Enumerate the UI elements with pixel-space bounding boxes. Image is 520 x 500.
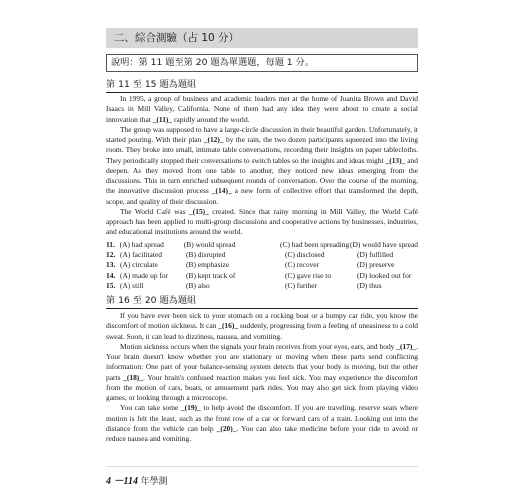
option-row (106, 271, 418, 281)
passage-text: rapidly around the world. (172, 114, 250, 124)
option-a: (A) made up for (120, 270, 169, 280)
option-d: (D) thus (357, 280, 382, 290)
answer-blank: _(18)_ (123, 372, 144, 382)
question-number: 14. (106, 270, 116, 280)
footer-divider (106, 466, 418, 467)
option-d: (D) fulfilled (357, 250, 394, 260)
option-row (106, 240, 418, 250)
option-b: (B) kept track of (186, 270, 236, 280)
option-b: (B) also (186, 280, 210, 290)
instructions-box: 說明：第 11 題至第 20 題為單選題，每題 1 分。 (106, 54, 418, 72)
passage-paragraph (106, 125, 418, 207)
passage-paragraph (106, 207, 418, 238)
option-c: (C) recover (285, 260, 320, 270)
option-d: (D) would have spread (350, 240, 418, 249)
passage-text: created. Since that rainy morning in Mill Valley, the World Café approach has been applied to multi-group discussions and cooperative actions by businesses, industries, and educational institutions around the world. (106, 206, 418, 237)
question-number: 13. (106, 260, 116, 270)
answer-blank: _(11)_ (152, 114, 173, 124)
option-row (106, 260, 418, 270)
passage-text: suddenly, progressing from a feeling of uneasiness to a cold sweat. Soon, it can lead to dizziness, nausea, and vomiting. (106, 321, 418, 341)
option-a: (A) still (120, 280, 144, 290)
passage-text: by the rain, the two dozen participants squeezed into the living room. They broke into small, intimate table conversations, recording their insights on paper tablecloths. They periodically stopped their conversations to switch tables so the insights and ideas might (106, 135, 418, 165)
answer-blank: _(16)_ (218, 321, 239, 331)
passage-text: to help avoid the discomfort. If you are traveling, reserve seats where motion is felt the least, such as the front row of a car or forward cars of a train. Looking out into the distance from the vehicle can help (106, 403, 418, 433)
passage-text: Motion sickness occurs when the signals your brain receives from your eyes, ears, and body (120, 341, 397, 351)
passage-text: . You can also take medicine before your ride to avoid or reduce nausea and vomiting. (106, 423, 418, 443)
option-row (106, 281, 418, 291)
option-row (106, 250, 418, 260)
answer-blank: _(20)_ (216, 423, 237, 433)
answer-blank: _(13)_ (385, 155, 406, 165)
option-a: (A) had spread (119, 240, 164, 249)
passage-11-15 (106, 94, 418, 238)
page-number: 4 －114 (106, 476, 138, 487)
answer-blank: _(19)_ (180, 403, 201, 413)
passage-text: In 1995, a group of business and academic leaders met at the home of Juanita Brown and David Isaacs in Mill Valley, California. None of them had any idea they were about to create a social innovation that (106, 94, 418, 124)
answer-blank: _(15)_ (189, 206, 209, 216)
options-11-15 (106, 240, 418, 291)
passage-text: and deepen. As they moved from one table to another, they noticed new ideas emerging from the discussions. This in turn enriched subsequent rounds of conversation. Over the course of the morning, the innovative discussion process (106, 155, 418, 196)
passage-text: The group was supposed to have a large-circle discussion in their beautiful garden. Unfortunately, it started pouring. With their plan (106, 124, 418, 144)
passage-paragraph (106, 94, 418, 125)
option-c: (C) gave rise to (285, 270, 332, 280)
passage-text: If you have ever been sick to your stomach on a rocking boat or a bumpy car ride, you know the discomfort of motion sickness. It can (106, 311, 418, 331)
passage-paragraph (106, 342, 418, 404)
option-a: (A) circulate (120, 260, 158, 270)
option-c: (C) disclosed (285, 250, 325, 260)
option-b: (B) would spread (183, 240, 236, 249)
passage-text: The World Café was (120, 206, 190, 216)
option-b: (B) emphasize (186, 260, 230, 270)
option-d: (D) looked out for (357, 270, 412, 280)
question-number: 11. (106, 240, 115, 249)
passage-text: a new form of collective effort that transformed the depth, scope, and quality of their discussion. (106, 186, 418, 206)
question-number: 15. (106, 280, 116, 290)
option-c: (C) further (285, 280, 318, 290)
page-footer (106, 472, 167, 487)
group-heading-16-20: 第 16 至 20 題為題組 (106, 294, 418, 309)
option-d: (D) preserve (357, 260, 395, 270)
option-b: (B) disrupted (186, 250, 226, 260)
answer-blank: _(17)_ (396, 341, 417, 351)
answer-blank: _(14)_ (211, 186, 232, 196)
answer-blank: _(12)_ (203, 135, 224, 144)
question-number: 12. (106, 250, 116, 260)
group-heading-11-15: 第 11 至 15 題為題組 (106, 78, 418, 93)
section-title: 二、綜合測驗（占 10 分） (106, 28, 418, 48)
passage-text: . Your brain doesn't know whether you are stationary or moving when these parts send conflicting information: One part of your balance-sensing system detects that your body is moving, but the other parts (106, 341, 418, 382)
exam-label: 年學測 (140, 477, 168, 487)
passage-paragraph (106, 311, 418, 342)
passage-16-20 (106, 311, 418, 444)
passage-text: . Your brain's confused reaction makes you feel sick. You may experience the discomfort from the motion of cars, boats, or amusement park rides. You may also get sick from playing video games, or looking through a microscope. (106, 372, 418, 402)
passage-text: You can take some (120, 403, 181, 413)
option-c: (C) had been spreading (280, 240, 350, 249)
option-a: (A) facilitated (120, 250, 162, 260)
passage-paragraph (106, 403, 418, 444)
